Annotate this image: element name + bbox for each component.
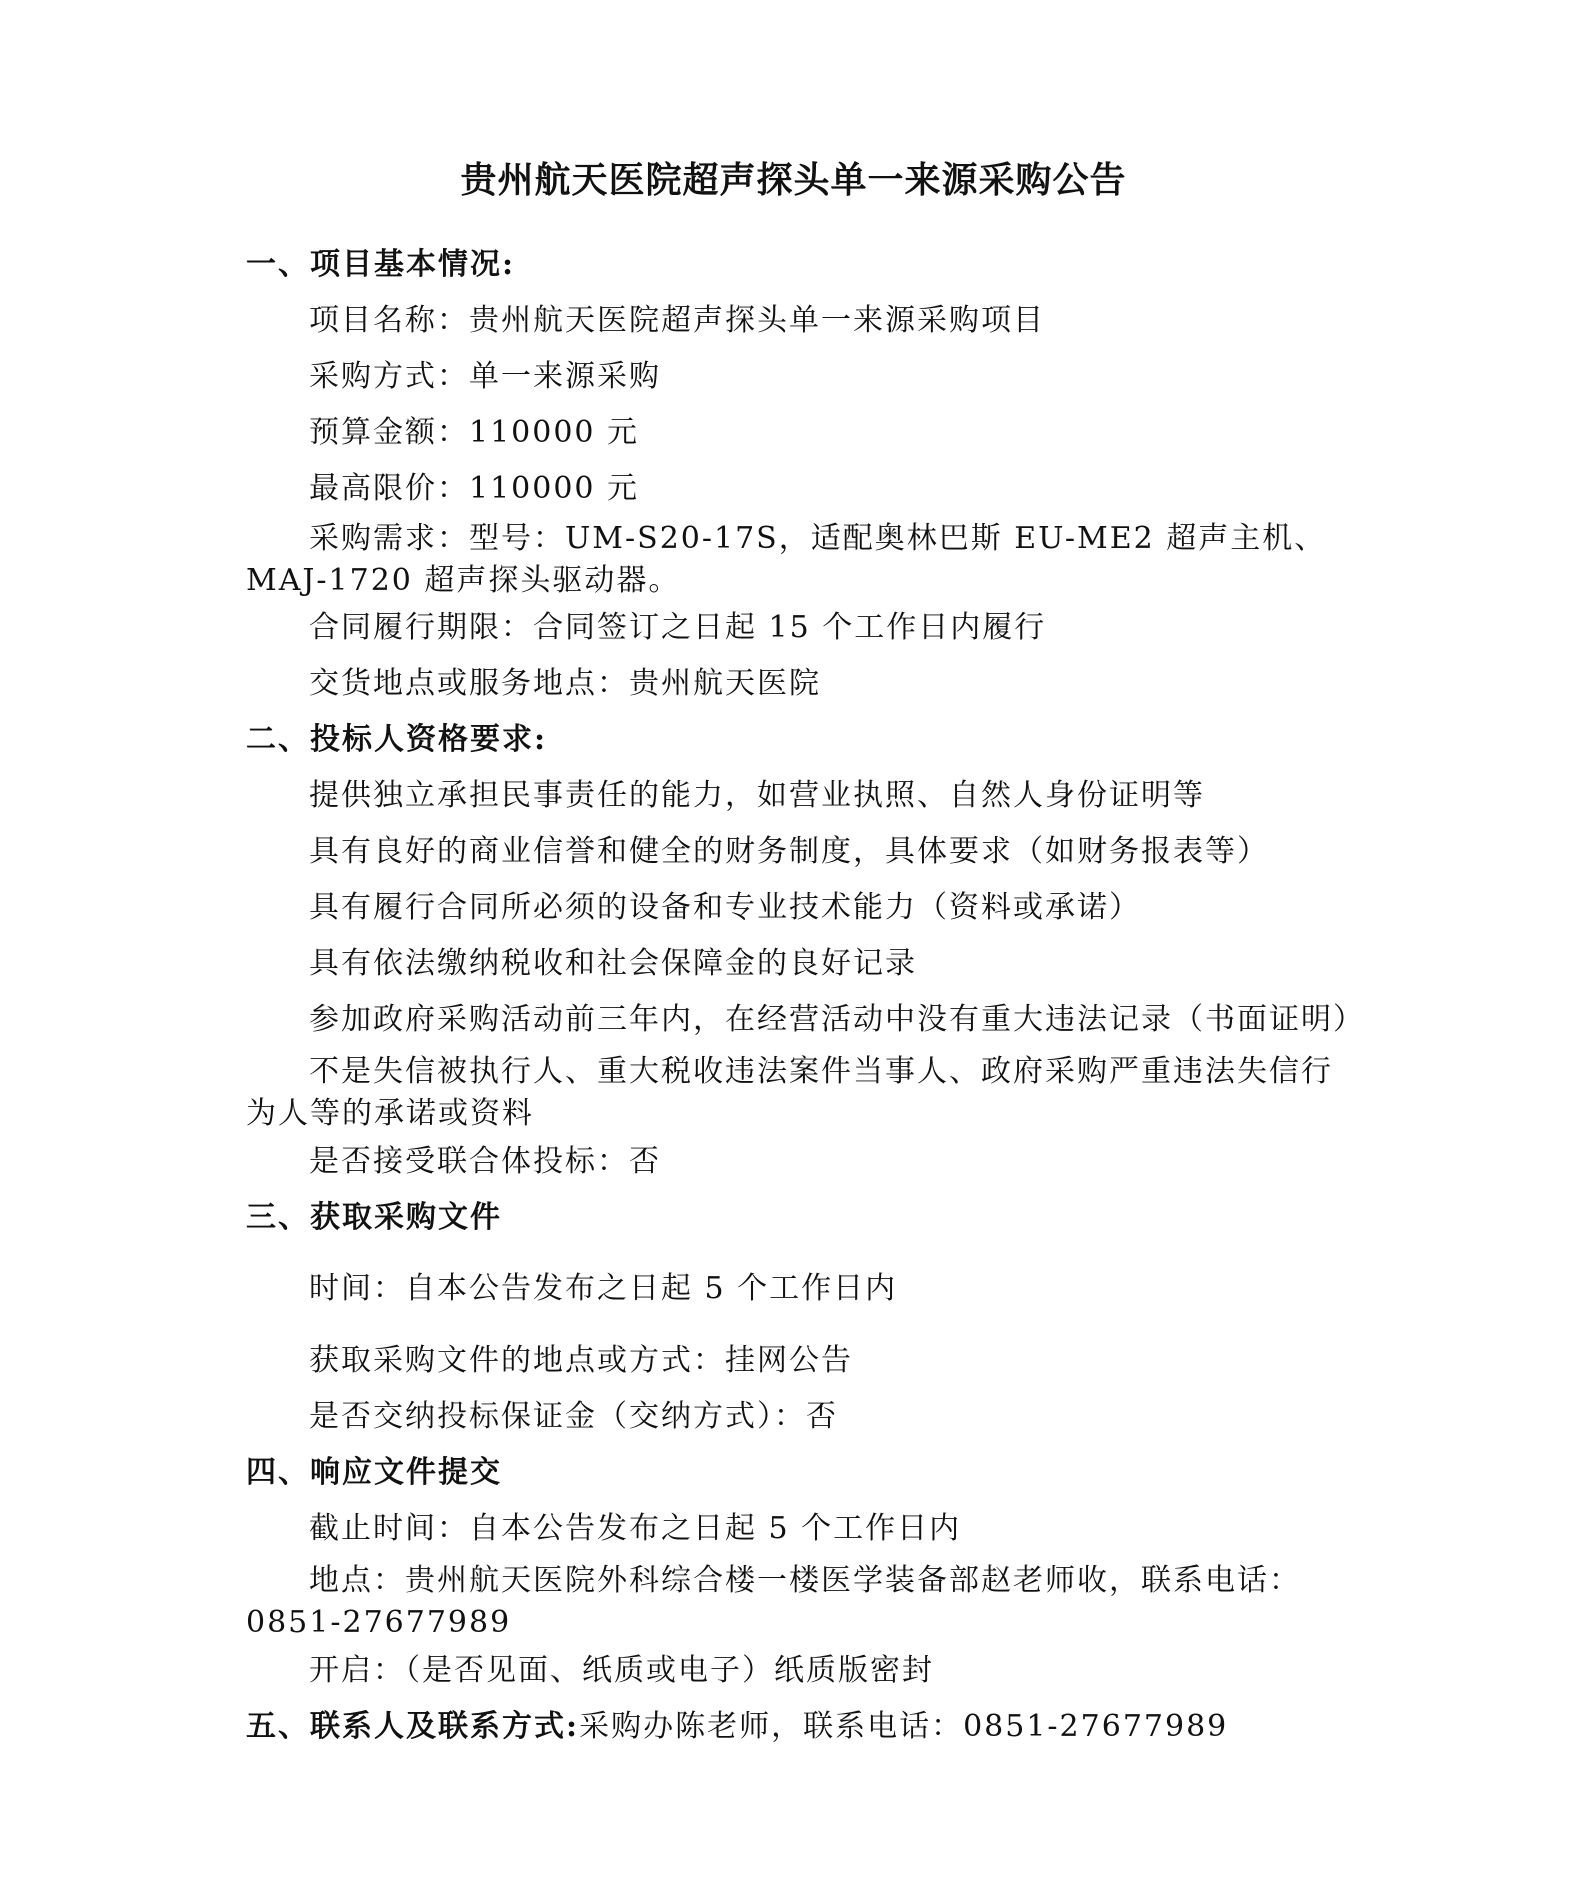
qualification-item: 具有依法缴纳税收和社会保障金的良好记录 xyxy=(309,946,917,981)
section-heading-response-submission: 四、响应文件提交 xyxy=(246,1455,502,1490)
contract-period-line: 合同履行期限：合同签订之日起 15 个工作日内履行 xyxy=(309,610,1047,645)
submission-location-line: 地点：贵州航天医院外科综合楼一楼医学装备部赵老师收，联系电话：0851-27677989 xyxy=(246,1563,1301,1640)
obtain-time-line: 时间：自本公告发布之日起 5 个工作日内 xyxy=(309,1271,898,1306)
delivery-location-line: 交货地点或服务地点：贵州航天医院 xyxy=(309,666,821,701)
procurement-method-line: 采购方式：单一来源采购 xyxy=(309,359,661,394)
contact-heading-label: 五、联系人及联系方式: xyxy=(246,1709,580,1744)
procurement-requirement-line: 采购需求：型号：UM-S20-17S，适配奥林巴斯 EU-ME2 超声主机、MAJ-1720 超声探头驱动器。 xyxy=(246,521,1327,598)
qualification-item: 具有履行合同所必须的设备和专业技术能力（资料或承诺） xyxy=(309,890,1141,925)
qualification-item: 具有良好的商业信誉和健全的财务制度，具体要求（如财务报表等） xyxy=(309,834,1269,869)
budget-amount-line: 预算金额：110000 元 xyxy=(309,415,640,450)
section-heading-contact xyxy=(246,1706,1228,1748)
consortium-bid-line: 是否接受联合体投标：否 xyxy=(309,1144,661,1179)
document-title: 贵州航天医院超声探头单一来源采购公告 xyxy=(460,159,1127,201)
section-heading-obtain-documents: 三、获取采购文件 xyxy=(246,1200,502,1235)
contact-info-text: 采购办陈老师，联系电话：0851-27677989 xyxy=(579,1709,1229,1744)
qualification-item: 不是失信被执行人、重大税收违法案件当事人、政府采购严重违法失信行为人等的承诺或资料 xyxy=(246,1054,1333,1131)
project-name-line: 项目名称：贵州航天医院超声探头单一来源采购项目 xyxy=(309,303,1045,338)
bid-bond-line: 是否交纳投标保证金（交纳方式）：否 xyxy=(309,1399,838,1434)
obtain-method-line: 获取采购文件的地点或方式：挂网公告 xyxy=(309,1343,853,1378)
deadline-line: 截止时间：自本公告发布之日起 5 个工作日内 xyxy=(309,1511,962,1546)
section-heading-bidder-qualifications: 二、投标人资格要求: xyxy=(246,722,548,757)
max-price-line: 最高限价：110000 元 xyxy=(309,471,640,506)
section-heading-project-info: 一、项目基本情况: xyxy=(246,247,516,282)
opening-line: 开启：（是否见面、纸质或电子）纸质版密封 xyxy=(309,1653,934,1688)
qualification-item: 参加政府采购活动前三年内，在经营活动中没有重大违法记录（书面证明） xyxy=(309,1002,1365,1037)
qualification-item: 提供独立承担民事责任的能力，如营业执照、自然人身份证明等 xyxy=(309,778,1205,813)
